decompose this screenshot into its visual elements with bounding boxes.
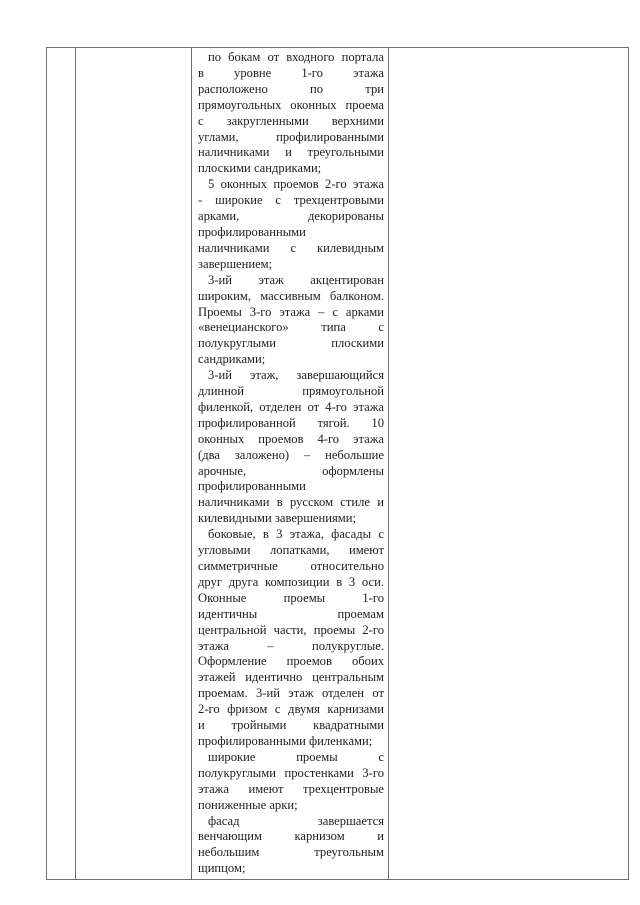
text-line: центральной части, проемы 2-го <box>198 622 384 637</box>
text-line: профилированной тягой. 10 <box>198 415 384 430</box>
text-line: идентичны проемам <box>198 606 384 621</box>
text-line: филенкой, отделен от 4-го этажа <box>198 399 384 414</box>
description-paragraph <box>198 368 384 527</box>
text-line: в уровне 1-го этажа <box>198 65 384 80</box>
text-line: - широкие с трехцентровыми <box>198 193 384 208</box>
text-line: щипцом; <box>198 861 246 876</box>
description-paragraph <box>198 177 384 272</box>
text-line: сандриками; <box>198 352 266 367</box>
text-line: симметричные относительно <box>198 559 384 573</box>
description-paragraph <box>198 273 384 368</box>
text-line: профилированными <box>198 224 306 239</box>
text-line: оконных проемов 4-го этажа <box>198 431 384 446</box>
text-line: длинной прямоугольной <box>198 384 384 399</box>
text-line: килевидными завершениями; <box>198 511 356 526</box>
description-paragraph <box>198 750 384 814</box>
text-line: углами, профилированными <box>198 129 384 144</box>
text-line: полукруглыми плоскими <box>198 336 384 351</box>
text-line: прямоугольных оконных проема <box>198 97 384 112</box>
text-line: друг друга композиции в 3 оси. <box>198 574 384 589</box>
text-line: наличниками и треугольными <box>198 145 384 160</box>
text-line: арками, декорированы <box>198 209 384 224</box>
text-line: арочные, оформлены <box>198 463 384 478</box>
description-cell <box>192 48 389 880</box>
text-line: боковые, в 3 этажа, фасады с <box>208 527 384 542</box>
text-line: профилированными <box>198 479 306 494</box>
description-paragraph <box>198 527 384 750</box>
text-line: с закругленными верхними <box>198 113 384 128</box>
text-line: полукруглыми простенками 3-го <box>198 765 384 780</box>
text-line: этажа имеют трехцентровые <box>198 781 384 796</box>
description-paragraph <box>198 50 384 177</box>
text-line: широкие проемы с <box>208 749 384 764</box>
text-line: наличниками с килевидным <box>198 240 384 255</box>
text-line: плоскими сандриками; <box>198 161 322 176</box>
text-line: «венецианского» типа с <box>198 320 384 335</box>
notes-cell <box>389 48 629 880</box>
description-text <box>198 50 384 877</box>
text-line: профилированными филенками; <box>198 733 373 748</box>
text-line: фасад завершается <box>208 813 384 828</box>
text-line: этажей идентично центральным <box>198 670 384 685</box>
text-line: небольшим треугольным <box>198 845 384 860</box>
text-line: этажа – полукруглые. <box>198 638 384 653</box>
description-paragraph <box>198 814 384 878</box>
number-cell <box>47 48 76 880</box>
text-line: проемам. 3-ий этаж отделен от <box>198 686 384 701</box>
text-line: 3-ий этаж акцентирован <box>208 272 384 287</box>
table-row <box>47 48 629 880</box>
description-table <box>46 47 629 880</box>
text-line: (два заложено) – небольшие <box>198 447 384 462</box>
text-line: 3-ий этаж, завершающийся <box>208 368 384 383</box>
object-name-cell <box>76 48 192 880</box>
text-line: Проемы 3-го этажа – с арками <box>198 304 384 319</box>
text-line: 2-го фризом с двумя карнизами <box>198 702 384 717</box>
text-line: Оформление проемов обоих <box>198 654 384 669</box>
text-line: широким, массивным балконом. <box>198 288 384 303</box>
text-line: Оконные проемы 1-го <box>198 590 384 605</box>
text-line: венчающим карнизом и <box>198 829 384 844</box>
text-line: пониженные арки; <box>198 797 298 812</box>
text-line: наличниками в русском стиле и <box>198 495 384 510</box>
text-line: 5 оконных проемов 2-го этажа <box>208 177 384 192</box>
text-line: завершением; <box>198 256 273 271</box>
text-line: и тройными квадратными <box>198 718 384 733</box>
text-line: по бокам от входного портала <box>208 50 384 64</box>
text-line: угловыми лопатками, имеют <box>198 543 384 558</box>
text-line: расположено по три <box>198 81 384 96</box>
